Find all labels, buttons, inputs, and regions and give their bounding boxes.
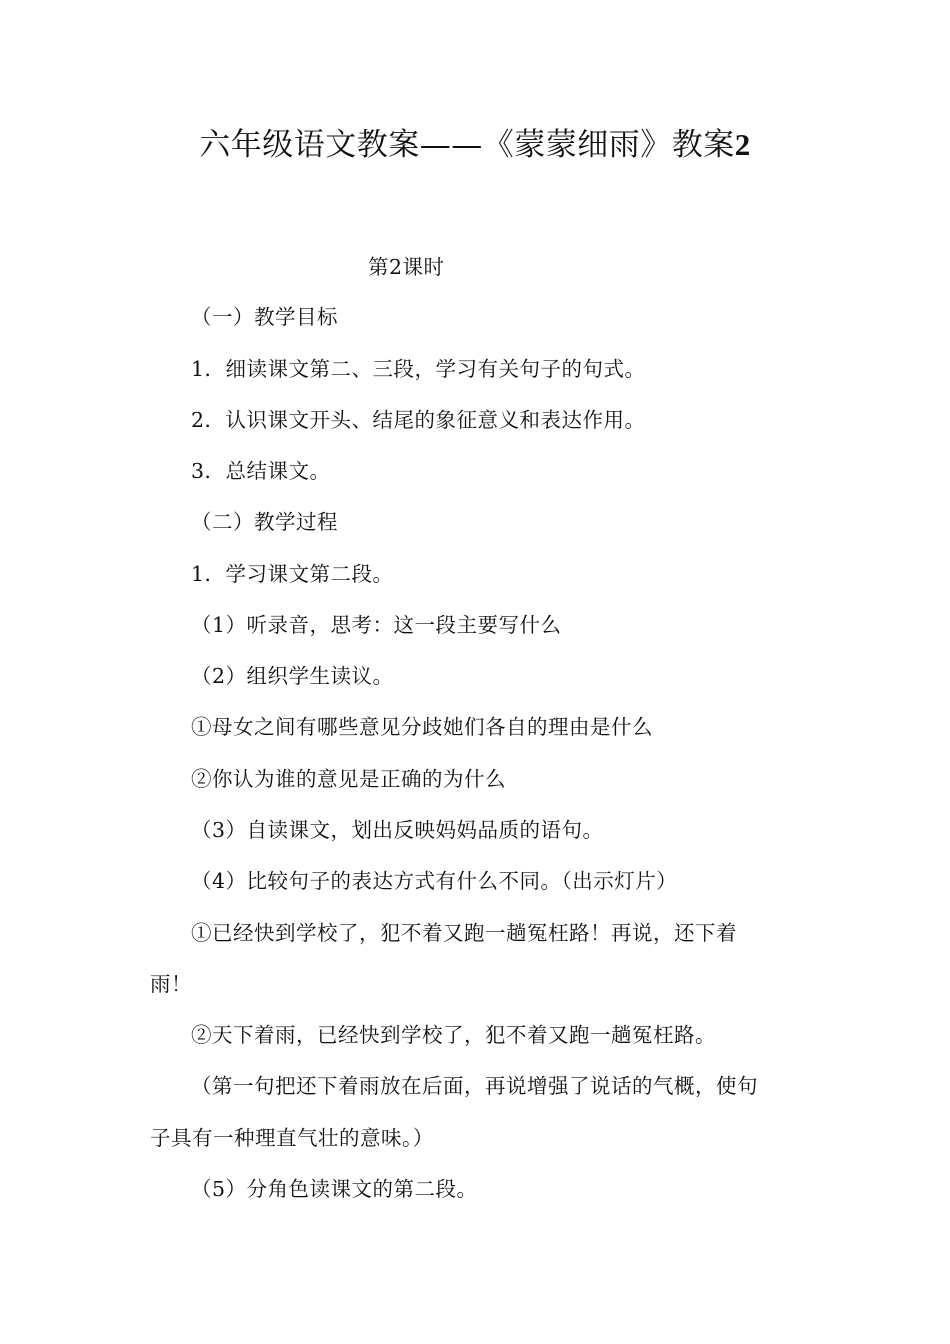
section-heading-objectives: （一）教学目标 bbox=[191, 305, 338, 329]
section-heading-process: （二）教学过程 bbox=[191, 510, 338, 534]
paragraph: （3）自读课文，划出反映妈妈品质的语句。 bbox=[191, 818, 604, 842]
paragraph-continuation: 雨！ bbox=[150, 972, 192, 996]
paragraph-continuation: 子具有一种理直气壮的意味。） bbox=[150, 1126, 434, 1150]
lesson-period-subtitle: 第2课时 bbox=[368, 255, 445, 279]
paragraph: （2）组织学生读议。 bbox=[191, 664, 394, 688]
paragraph: ①已经快到学校了，犯不着又跑一趟冤枉路！再说，还下着 bbox=[191, 921, 737, 945]
paragraph: （4）比较句子的表达方式有什么不同。（出示灯片） bbox=[191, 869, 678, 893]
document-title bbox=[0, 120, 950, 170]
paragraph: （1）听录音，思考：这一段主要写什么 bbox=[191, 613, 562, 637]
paragraph: （5）分角色读课文的第二段。 bbox=[191, 1177, 478, 1201]
paragraph: （第一句把还下着雨放在后面，再说增强了说话的气概，使句 bbox=[191, 1074, 758, 1098]
title-text: 六年级语文教案——《蒙蒙细雨》教案 bbox=[199, 127, 735, 163]
paragraph: 3．总结课文。 bbox=[191, 459, 331, 483]
paragraph: 1．学习课文第二段。 bbox=[191, 562, 394, 586]
paragraph: 2．认识课文开头、结尾的象征意义和表达作用。 bbox=[191, 408, 646, 432]
paragraph: ②你认为谁的意见是正确的为什么 bbox=[191, 767, 506, 791]
paragraph: 1．细读课文第二、三段，学习有关句子的句式。 bbox=[191, 357, 646, 381]
title-number: 2 bbox=[734, 127, 751, 162]
paragraph: ①母女之间有哪些意见分歧她们各自的理由是什么 bbox=[191, 715, 653, 739]
paragraph: ②天下着雨，已经快到学校了，犯不着又跑一趟冤枉路。 bbox=[191, 1023, 716, 1047]
